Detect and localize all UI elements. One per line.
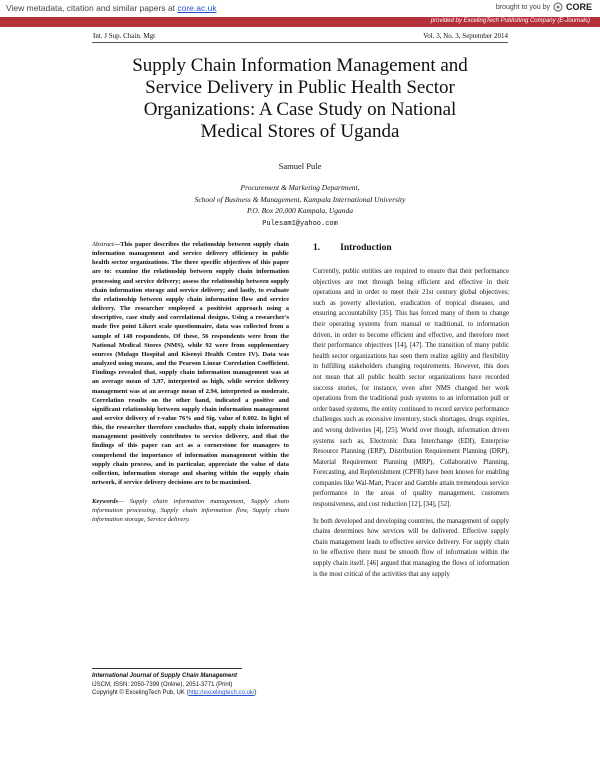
volume-info: Vol. 3, No. 3, September 2014 (423, 32, 508, 40)
brought-by-text: brought to you by (495, 3, 550, 11)
title-line: Medical Stores of Uganda (200, 121, 400, 142)
core-banner (0, 0, 600, 17)
paper-title (92, 55, 508, 143)
affiliation-line: P.O. Box 20,000 Kampala, Uganda (246, 206, 354, 215)
core-brand[interactable] (496, 2, 592, 12)
section-number: 1. (313, 243, 321, 253)
intro-paragraph: Currently, public entities are required to ensure that their performance objectives are met through being efficient and effective in their operations and in order to meet their 21st century global objectives; such as poverty alleviation, eradication of tropical diseases, and ensuring accountability [35]. This has forced many of them to change their operating systems from manual or traditional, to information driven, in order to become efficient and effective, and therefore meet their performance objectives [14], [47]. The transition of many public health sector organizations has seen them realize agility and flexibility in fulfilling stakeholders changing requirements. However, this does not mean that all public health sector organizations have recorded success stories, for instance, even after NMS changed her work operations from the traditional push systems to an information pull or order based systems, the entity continued to record service performance challenges such as excessive inventory, stock shortages, drugs expiries, and wrong deliveries [4], [25]. World over though, information driven systems such as, Electronic Data Interchange (EDI), Enterprise Resource Planning (ERP), Distribution Requirement Planning (DRP), Material Requirement Planning (MRP), Collaborative Planning, Forecasting, and Replenishment (CPFR) have been known for enabling companies like Wal-Mart, Pracer and Gamble attain tremendous service performance in the areas of quality management, customers responsiveness, and cost reduction [12], [34], [52]. (313, 268, 509, 509)
intro-paragraph: In both developed and developing countries, the management of supply chains determines how services will be delivered. Effective supply chain management leads to effective service delivery. For supply chain to be effective there must be smooth flow of information within the supply chain itself. [46] argued that managing the flows of information is the most critical of the activities that any supply (313, 517, 509, 578)
core-link-prefix: View metadata, citation and similar papers at (6, 3, 178, 13)
keywords (92, 497, 289, 524)
footnote-copyright (92, 689, 297, 698)
title-line: Service Delivery in Public Health Sector (145, 77, 455, 98)
core-ac-uk-link[interactable]: core.ac.uk (177, 3, 217, 13)
provided-by-text: provided by ExcelingTech Publishing Company (E-Journals) (430, 18, 590, 24)
title-line: Organizations: A Case Study on National (143, 99, 457, 120)
author-email: Pulesam1@yahoo.com (262, 220, 338, 228)
keywords-text: — Supply chain information management, Supply chain information processing, Supply chain information flow, Supply chain information storage, Service delivery. (92, 498, 289, 524)
author-name: Samuel Pule (278, 161, 322, 171)
section-heading-introduction (313, 243, 509, 253)
core-logo-icon (553, 2, 563, 12)
author-affiliation (92, 182, 508, 217)
core-logo-text: CORE (565, 2, 592, 12)
journal-footnote (92, 668, 297, 698)
keywords-label: Keywords (92, 498, 118, 506)
right-column (313, 240, 509, 586)
affiliation-line: School of Business & Management, Kampala International University (194, 194, 406, 204)
abstract (92, 240, 289, 487)
section-title: Introduction (340, 243, 392, 253)
footnote-journal-name: International Journal of Supply Chain Management (92, 673, 238, 679)
footnote-rule (92, 668, 242, 669)
abstract-text: —This paper describes the relationship between supply chain information management and service delivery efficiency in public health sector organizations. The three specific objectives of this paper are to: examine the relationship between supply chain information processing and service delivery; assess the relationship between supply chain information storage and service delivery; and lastly, to evaluate the relationship between supply chain information flow and service delivery. The researcher employed a positivist approach using a descriptive, case study and correlational designs. Using a researcher's made five point Likert scale questionnaire, data was collected from a sample of 148 respondents. Of these, 56 respondents were from the National Medical Stores (NMS), while 92 were from supplementary sources (Mulago Hospital and Kisenyi Health Centre IV). Data was analyzed using means, and the Pearson Linear Correlation Coefficient. Findings revealed that, supply chain information management was at an average mean of 3.97, interpreted as high, while service delivery management was at an average mean of 2.94, interpreted as moderate. Correlation results on the other hand, indicated a positive and significant relationship between supply chain information management and service delivery of r-value 76% and Sig. value of 0.002. In light of this, the researcher therefore concludes that, supply chain information management positively contributes to service delivery, and that the findings of this paper can act as a cornerstone for managers to comprehend the importance of information management within the supply chain process, and in particular, appreciate the value of data collection, information storage and sharing within the supply chain network, if service delivery decisions are to be maximised. (92, 241, 289, 487)
left-column (92, 240, 289, 524)
header-rule (92, 42, 508, 43)
abstract-label: Abstract (92, 241, 114, 248)
publisher-link[interactable]: http://excelingtech.co.uk/ (188, 690, 255, 696)
journal-abbreviation: Int. J Sup. Chain. Mgt (93, 32, 156, 40)
core-metadata-link[interactable] (6, 3, 217, 13)
title-line: Supply Chain Information Management and (132, 55, 468, 76)
footnote-issn: IJSCM, ISSN: 2050-7399 (Online), 2051-3771 (Print) (92, 681, 233, 688)
copyright-suffix: ) (254, 690, 257, 696)
copyright-prefix: Copyright © ExcelingTech Pub, UK ( (92, 690, 189, 696)
affiliation-line: Procurement & Marketing Department, (240, 183, 360, 192)
